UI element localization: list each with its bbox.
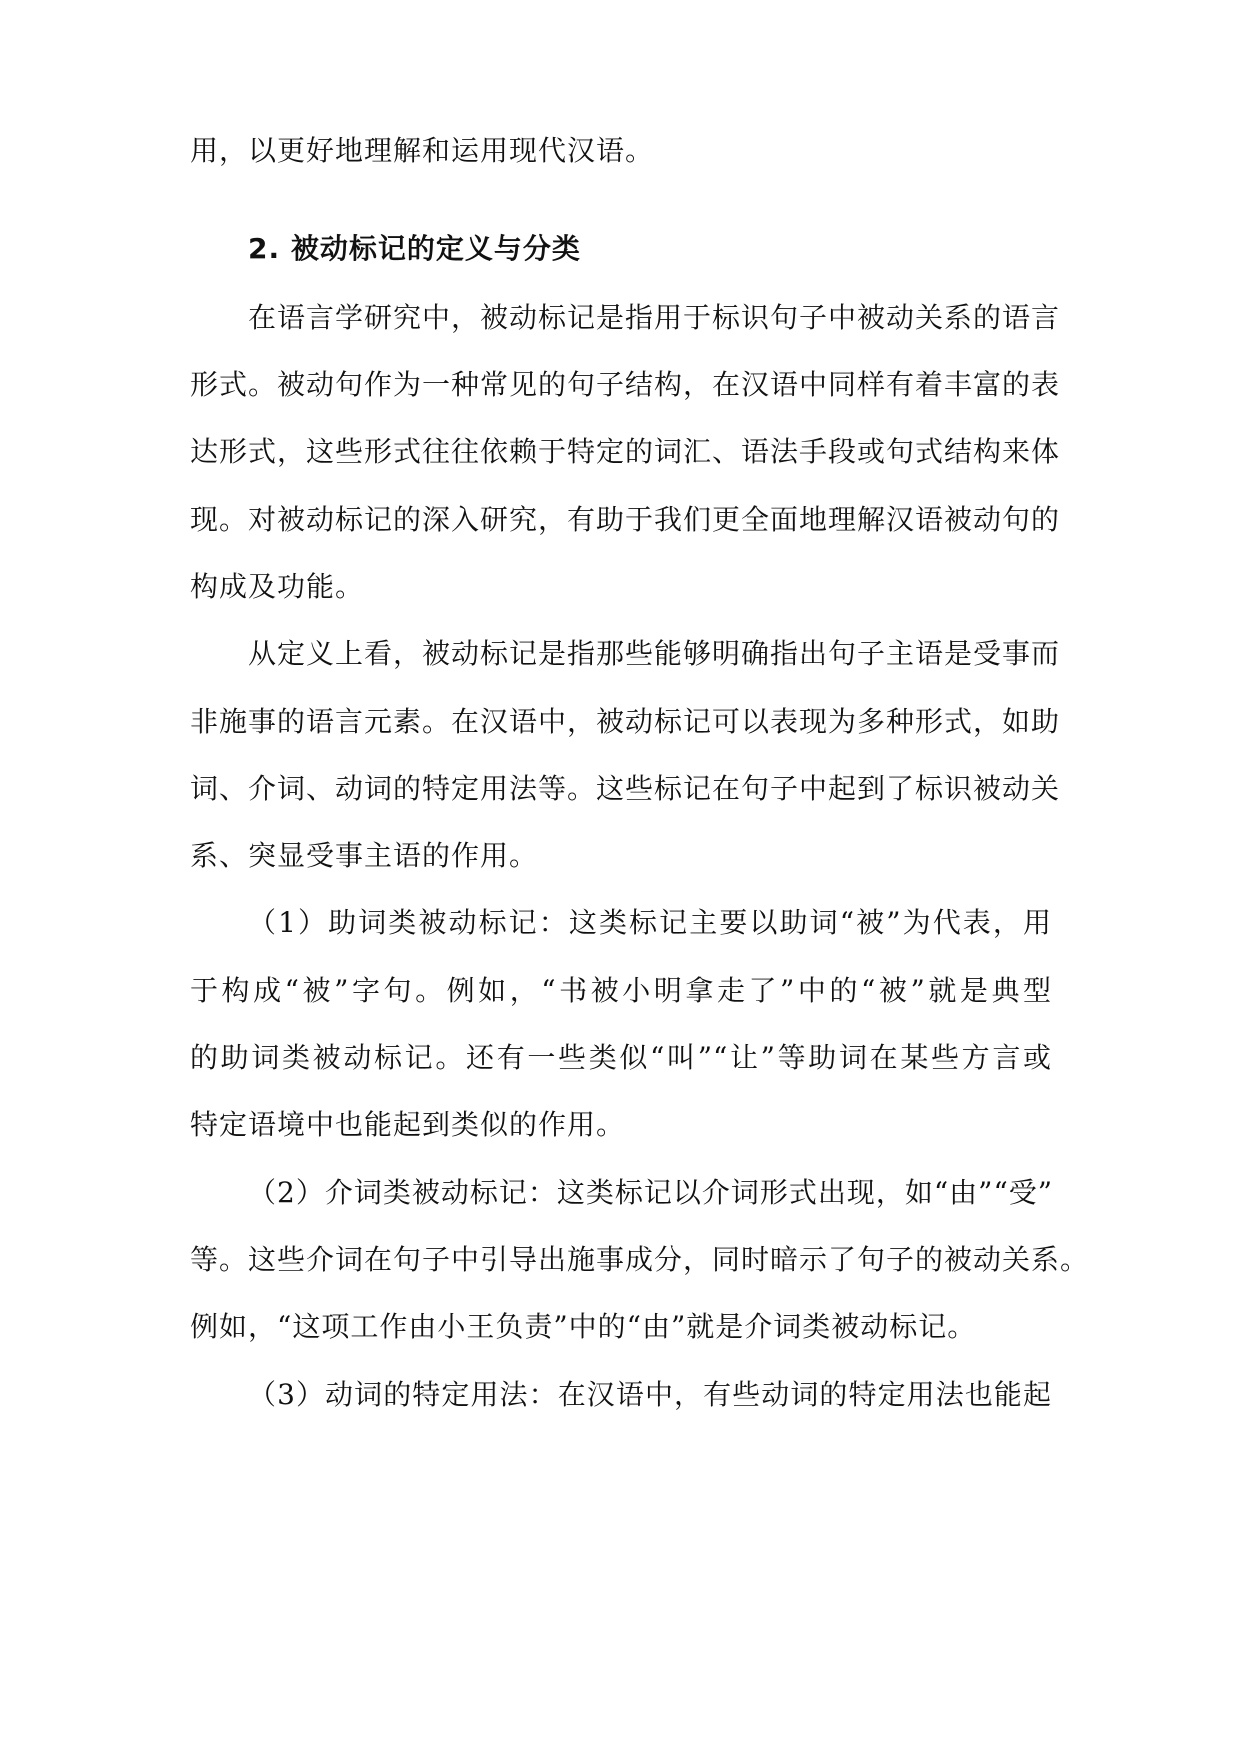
text-line: 从定义上看，被动标记是指那些能够明确指出句子主语是受事而 xyxy=(248,637,1061,670)
text-line: 形式。被动句作为一种常见的句子结构，在汉语中同样有着丰富的表 xyxy=(190,368,1061,401)
text-line: 等。这些介词在句子中引导出施事成分，同时暗示了句子的被动关系。 xyxy=(190,1243,1090,1276)
text-line: 例如，“这项工作由小王负责”中的“由”就是介词类被动标记。 xyxy=(190,1310,977,1343)
text-line: 特定语境中也能起到类似的作用。 xyxy=(190,1108,626,1141)
text-line: （2）介词类被动标记：这类标记以介词形式出现，如“由”“受” xyxy=(248,1176,1054,1209)
text-line: 于构成“被”字句。例如，“书被小明拿走了”中的“被”就是典型 xyxy=(190,974,1052,1007)
text-line: 非施事的语言元素。在汉语中，被动标记可以表现为多种形式，如助 xyxy=(190,705,1061,738)
text-line: 构成及功能。 xyxy=(190,570,365,603)
text-line: （1）助词类被动标记：这类标记主要以助词“被”为代表，用 xyxy=(248,906,1052,939)
text-line: 的助词类被动标记。还有一些类似“叫”“让”等助词在某些方言或 xyxy=(190,1041,1052,1074)
text-line: 达形式，这些形式往往依赖于特定的词汇、语法手段或句式结构来体 xyxy=(190,435,1061,468)
text-line: （3）动词的特定用法：在汉语中，有些动词的特定用法也能起 xyxy=(248,1378,1052,1411)
text-line: 系、突显受事主语的作用。 xyxy=(190,839,539,872)
section-heading: 2. 被动标记的定义与分类 xyxy=(248,232,581,265)
text-line: 现。对被动标记的深入研究，有助于我们更全面地理解汉语被动句的 xyxy=(190,503,1061,536)
text-line: 词、介词、动词的特定用法等。这些标记在句子中起到了标识被动关 xyxy=(190,772,1061,805)
text-line: 用，以更好地理解和运用现代汉语。 xyxy=(190,134,655,167)
text-line: 在语言学研究中，被动标记是指用于标识句子中被动关系的语言 xyxy=(248,301,1061,334)
